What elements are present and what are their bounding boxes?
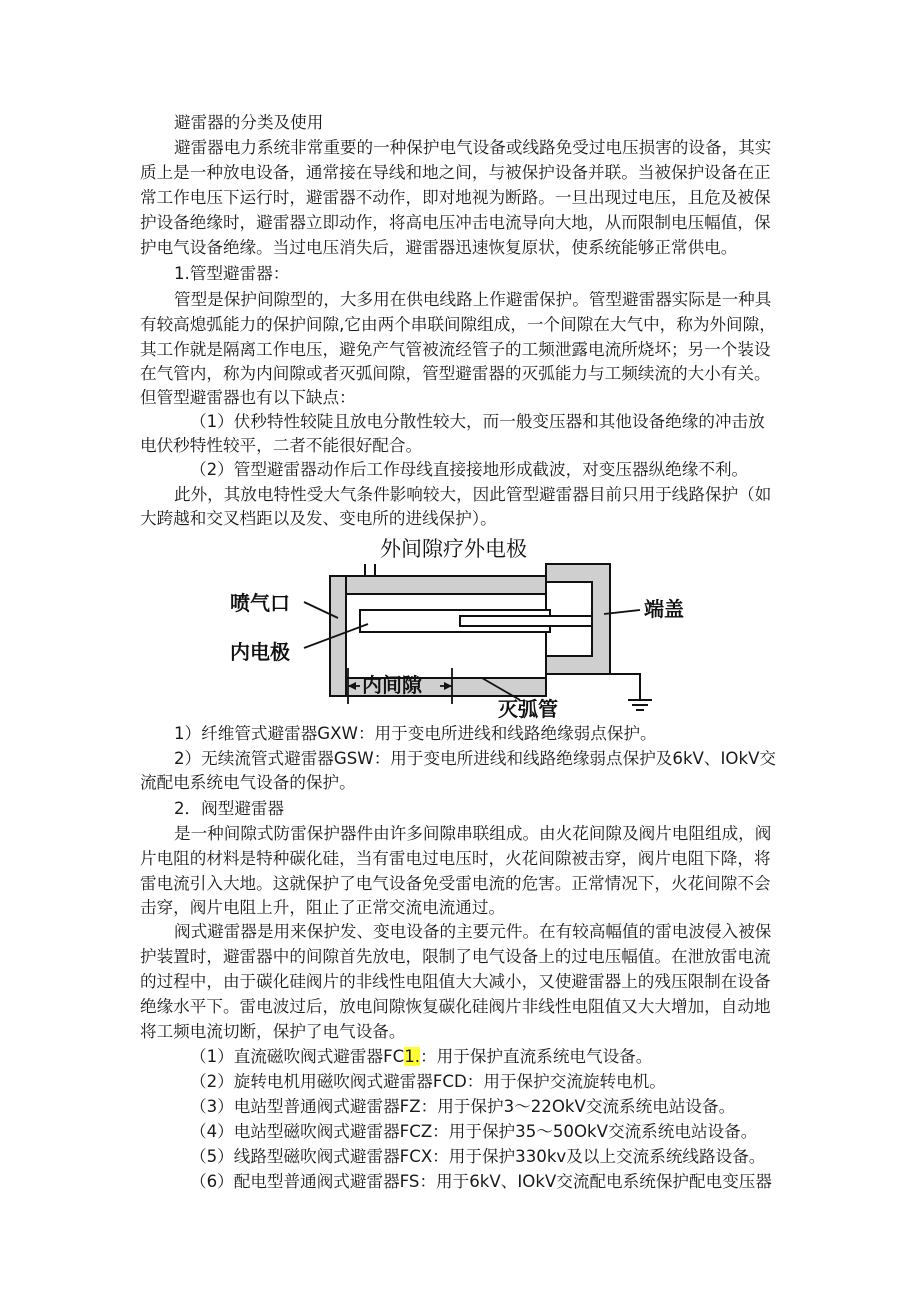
- valve-item: （5）线路型磁吹阀式避雷器FCX：用于保护330kv及以上交流系统线路设备。: [190, 1147, 766, 1166]
- label-nozzle: 喷气口: [230, 591, 290, 615]
- section1-line: 管型是保护间隙型的，大多用在供电线路上作避雷保护。管型避雷器实际是一种具: [174, 290, 772, 309]
- valve-item: （3）电站型普通阀式避雷器FZ：用于保护3～22OkV交流系统电站设备。: [190, 1097, 736, 1116]
- valve-item: （2）旋转电机用磁吹阀式避雷器FCD：用于保护交流旋转电机。: [190, 1072, 666, 1091]
- section2-line: 将工频电流切断，保护了电气设备。: [140, 1022, 406, 1041]
- tube-wall-top: [346, 576, 546, 594]
- intro-line: 护设备绝缘时，避雷器立即动作，将高电压冲击电流导向大地，从而限制电压幅值，保: [140, 213, 771, 232]
- valve-item-prefix: （1）直流磁吹阀式避雷器FC: [190, 1047, 405, 1066]
- section2-line: 击穿，阀片电阻上升，阻止了正常交流电流通过。: [140, 898, 506, 917]
- section2-line: 片电阻的材料是特种碳化硅，当有雷电过电压时，火花间隙被击穿，阀片电阻下降，将: [140, 849, 771, 868]
- section2-heading: 2．阀型避雷器: [174, 799, 285, 818]
- ground-lead: [610, 674, 640, 700]
- intro-line: 避雷器电力系统非常重要的一种保护电气设备或线路免受过电压损害的设备，其实: [174, 138, 772, 157]
- section1-heading: 1.管型避雷器：: [174, 264, 290, 283]
- valve-item: （6）配电型普通阀式避雷器FS：用于6kV、IOkV交流配电系统保护配电变压器: [190, 1172, 772, 1191]
- tube-type-line: 流配电系统电气设备的保护。: [140, 773, 356, 792]
- defect1-line: 电伏秒特性较平，二者不能很好配合。: [140, 436, 423, 455]
- tube-arrester-diagram: [220, 528, 700, 720]
- ground-icon: [628, 700, 652, 710]
- valve-item: [190, 1045, 652, 1069]
- section2-line: 绝缘水平下。雷电波过后，放电间隙恢复碳化硅阀片非线性电阻值又大大增加，自动地: [140, 997, 771, 1016]
- label-inner-gap: 内间隙: [362, 673, 422, 697]
- label-inner-electrode: 内电极: [230, 640, 290, 664]
- label-end-cap: 端盖: [644, 597, 684, 621]
- valve-item: （4）电站型磁吹阀式避雷器FCZ：用于保护35～50OkV交流系统电站设备。: [190, 1122, 758, 1141]
- note-line: 此外，其放电特性受大气条件影响较大，因此管型避雷器目前只用于线路保护（如: [174, 485, 772, 504]
- section1-line: 但管型避雷器也有以下缺点：: [140, 388, 356, 407]
- intro-line: 质上是一种放电设备，通常接在导线和地之间，与被保护设备并联。当被保护设备在正: [140, 163, 771, 182]
- section1-line: 有较高熄弧能力的保护间隙,它由两个串联间隙组成，一个间隙在大气中，称为外间隙，: [140, 315, 776, 334]
- section1-line: 其工作就是隔离工作电压，避免产气管被流经管子的工频泄露电流所烧坏；另一个装设: [140, 340, 771, 359]
- tube-type-line: 2）无续流管式避雷器GSW：用于变电所进线和线路绝缘弱点保护及6kV、IOkV交: [174, 749, 777, 768]
- highlighted-text: 1.: [404, 1047, 421, 1066]
- figure-title: 外间隙疗外电极: [380, 537, 527, 561]
- label-arc-tube: 灭弧管: [498, 697, 558, 720]
- doc-title: 避雷器的分类及使用: [174, 113, 324, 132]
- note-line: 大跨越和交叉档距以及发、变电所的进线保护）。: [140, 509, 497, 528]
- tube-type-line: 1）纤维管式避雷器GXW：用于变电所进线和线路绝缘弱点保护。: [174, 724, 657, 743]
- defect2-line: （2）管型避雷器动作后工作母线直接接地形成截波，对变压器纵绝缘不利。: [190, 460, 749, 479]
- section2-line: 雷电流引入大地。这就保护了电气设备免受雷电流的危害。正常情况下，火花间隙不会: [140, 874, 771, 893]
- section2-line: 是一种间隙式防雷保护器件由许多间隙串联组成。由火花间隙及阀片电阻组成，阀: [174, 824, 772, 843]
- section2-line: 护装置时，避雷器中的间隙首先放电，限制了电气设备上的过电压幅值。在泄放雷电流: [140, 947, 771, 966]
- section1-line: 在气管内，称为内间隙或者灭弧间隙，管型避雷器的灭弧能力与工频续流的大小有关。: [140, 364, 771, 383]
- intro-line: 常工作电压下运行时，避雷器不动作，即对地视为断路。一旦出现过电压，且危及被保: [140, 188, 771, 207]
- defect1-line: （1）伏秒特性较陡且放电分散性较大，而一般变压器和其他设备绝缘的冲击放: [190, 412, 765, 431]
- electrode-stem: [460, 616, 592, 626]
- intro-line: 护电气设备绝缘。当过电压消失后，避雷器迅速恢复原状，使系统能够正常供电。: [140, 238, 738, 257]
- section2-line: 阀式避雷器是用来保护发、变电设备的主要元件。在有较高幅值的雷电波侵入被保: [174, 922, 772, 941]
- outer-gap-lead: [365, 564, 375, 576]
- section2-line: 的过程中，由于碳化硅阀片的非线性电阻值大大减小，又使避雷器上的残压限制在设备: [140, 972, 771, 991]
- valve-item-suffix: ：用于保护直流系统电气设备。: [420, 1047, 653, 1066]
